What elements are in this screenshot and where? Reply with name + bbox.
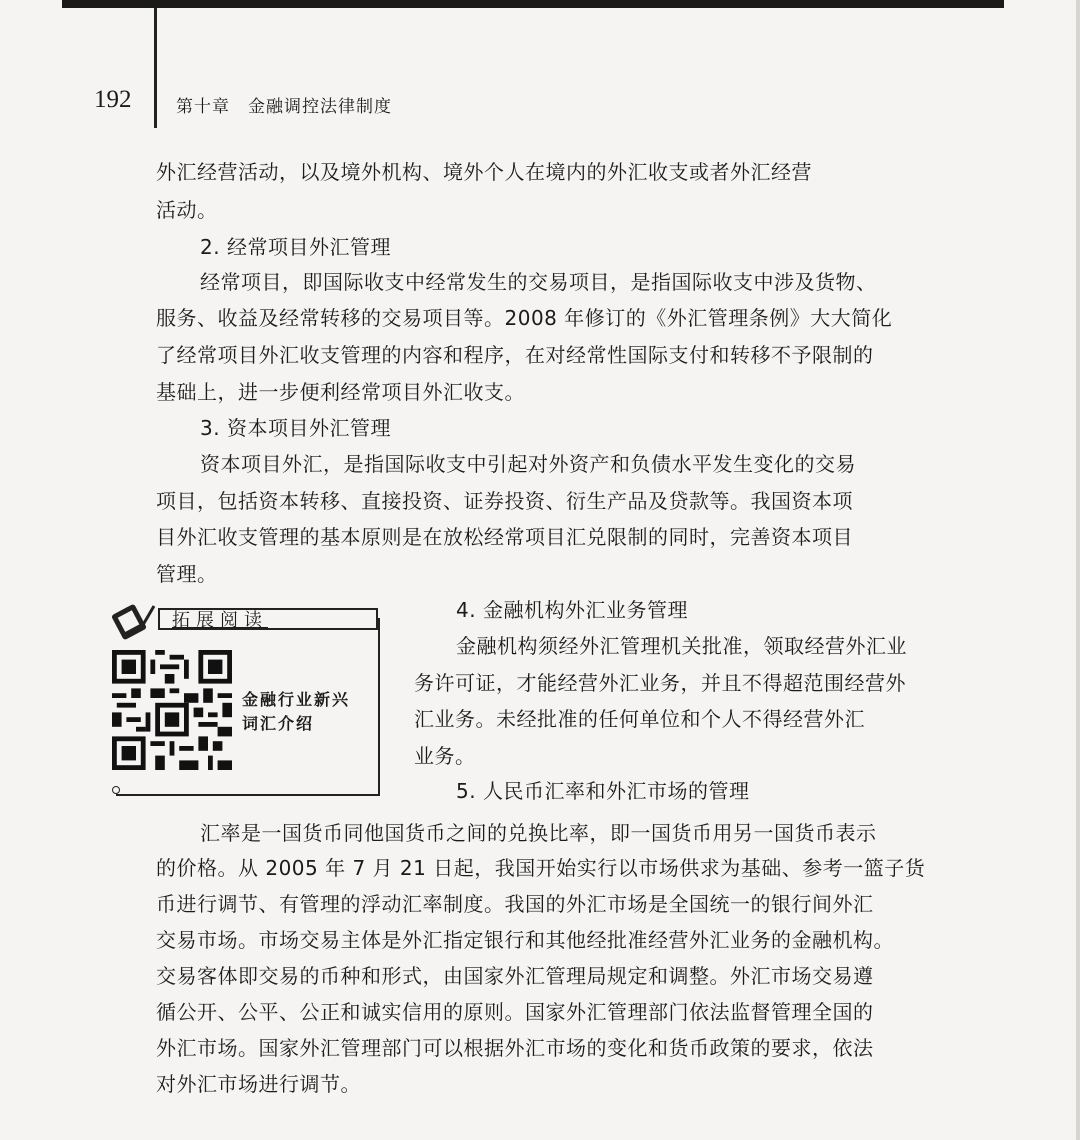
box-caption [242, 688, 372, 736]
text-line: 基础上，进一步便利经常项目外汇收支。 [156, 380, 525, 404]
text-line: 对外汇市场进行调节。 [156, 1072, 361, 1096]
caption-line: 词汇介绍 [242, 714, 315, 733]
text-line: 服务、收益及经常转移的交易项目等。2008 年修订的《外汇管理条例》大大简化 [156, 306, 893, 330]
text-line: 交易客体即交易的币种和形式，由国家外汇管理局规定和调整。外汇市场交易遵 [156, 964, 874, 988]
page-edge [1076, 0, 1080, 1140]
text-line: 币进行调节、有管理的浮动汇率制度。我国的外汇市场是全国统一的银行间外汇 [156, 892, 874, 916]
extended-reading-box [112, 606, 378, 790]
text-line: 循公开、公平、公正和诚实信用的原则。国家外汇管理部门依法监督管理全国的 [156, 1000, 874, 1024]
text-line: 金融机构须经外汇管理机关批准，领取经营外汇业 [456, 634, 907, 658]
text-line: 业务。 [414, 744, 476, 768]
text-line: 活动。 [156, 198, 218, 222]
box-title: 拓展阅读 [158, 608, 378, 630]
running-title: 第十章 金融调控法律制度 [176, 97, 392, 117]
section-heading: 4. 金融机构外汇业务管理 [456, 598, 688, 622]
text-line: 资本项目外汇，是指国际收支中引起对外资产和负债水平发生变化的交易 [200, 452, 856, 476]
tablet-pen-icon [112, 600, 156, 640]
caption-line: 金融行业新兴 [242, 690, 351, 709]
text-line: 交易市场。市场交易主体是外汇指定银行和其他经批准经营外汇业务的金融机构。 [156, 928, 894, 952]
header-rule [154, 8, 157, 128]
text-line: 务许可证，才能经营外汇业务，并且不得超范围经营外 [414, 671, 906, 695]
text-line: 了经常项目外汇收支管理的内容和程序，在对经常性国际支付和转移不予限制的 [156, 343, 874, 367]
text-line: 目外汇收支管理的基本原则是在放松经常项目汇兑限制的同时，完善资本项目 [156, 525, 853, 549]
text-line: 的价格。从 2005 年 7 月 21 日起，我国开始实行以市场供求为基础、参考一篮子货 [156, 856, 926, 880]
top-border [62, 0, 1004, 8]
qr-code[interactable] [112, 650, 232, 770]
text-line: 外汇经营活动，以及境外机构、境外个人在境内的外汇收支或者外汇经营 [156, 160, 812, 184]
section-heading: 3. 资本项目外汇管理 [200, 416, 391, 440]
section-heading: 2. 经常项目外汇管理 [200, 235, 391, 259]
text-line: 经常项目，即国际收支中经常发生的交易项目，是指国际收支中涉及货物、 [200, 270, 877, 294]
box-corner-dot [112, 786, 120, 794]
text-line: 项目，包括资本转移、直接投资、证券投资、衍生产品及贷款等。我国资本项 [156, 489, 853, 513]
section-heading: 5. 人民币汇率和外汇市场的管理 [456, 779, 750, 803]
text-line: 管理。 [156, 562, 218, 586]
text-line: 外汇市场。国家外汇管理部门可以根据外汇市场的变化和货币政策的要求，依法 [156, 1036, 874, 1060]
text-line: 汇率是一国货币同他国货币之间的兑换比率，即一国货币用另一国货币表示 [200, 821, 877, 845]
text-line: 汇业务。未经批准的任何单位和个人不得经营外汇 [414, 707, 865, 731]
page-number: 192 [94, 86, 132, 113]
